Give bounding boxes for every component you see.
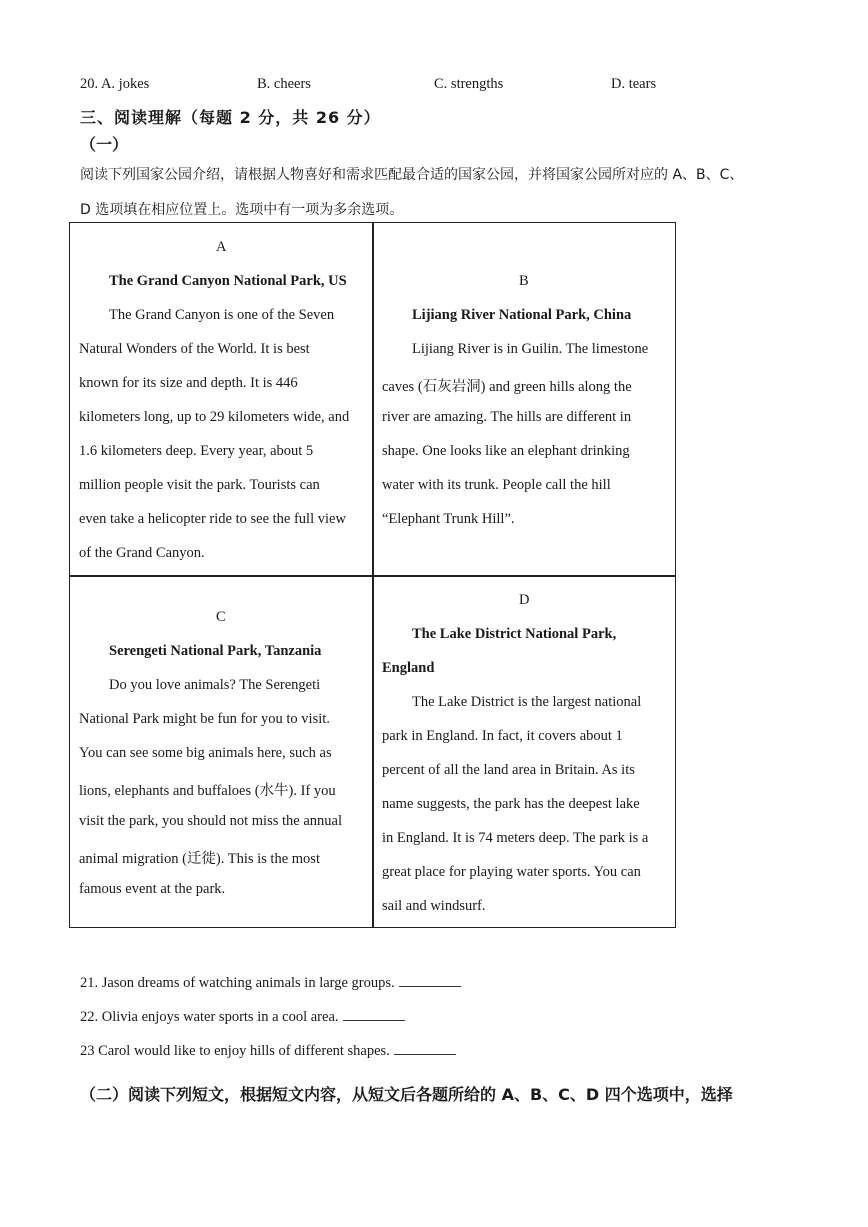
park-c-text: National Park might be fun for you to visit. bbox=[79, 711, 330, 727]
question-23-text: 23 Carol would like to enjoy hills of different shapes. bbox=[80, 1043, 390, 1059]
park-b-text: water with its trunk. People call the hill bbox=[382, 477, 611, 493]
park-c-text: visit the park, you should not miss the annual bbox=[79, 813, 342, 829]
park-b-text: Lijiang River is in Guilin. The limestone bbox=[412, 341, 649, 357]
park-a-text: kilometers long, up to 29 kilometers wide, and bbox=[79, 409, 350, 425]
park-b-text: “Elephant Trunk Hill”. bbox=[382, 511, 515, 527]
park-c-text: Do you love animals? The Serengeti bbox=[109, 677, 321, 693]
park-c-text: You can see some big animals here, such as bbox=[79, 745, 332, 761]
park-d-text: great place for playing water sports. You can bbox=[382, 864, 641, 880]
park-c-text: animal migration (迁徙). This is the most bbox=[79, 851, 320, 867]
question-22-text: 22. Olivia enjoys water sports in a cool area. bbox=[80, 1009, 339, 1025]
park-b-text: river are amazing. The hills are different in bbox=[382, 409, 632, 425]
park-c-letter: C bbox=[216, 609, 226, 625]
section-title: 三、阅读理解（每题 2 分，共 26 分） bbox=[80, 108, 381, 127]
park-c-text: famous event at the park. bbox=[79, 881, 226, 897]
park-d-letter: D bbox=[519, 592, 530, 608]
answer-blank-22[interactable] bbox=[343, 1008, 405, 1021]
park-d-text: sail and windsurf. bbox=[382, 898, 486, 914]
park-b-name: Lijiang River National Park, China bbox=[412, 307, 632, 323]
park-d-text: The Lake District is the largest national bbox=[412, 694, 642, 710]
q20-option-d: D. tears bbox=[611, 76, 657, 92]
instruction-line-2: D 选项填在相应位置上。选项中有一项为多余选项。 bbox=[80, 202, 404, 218]
park-b-text: caves (石灰岩洞) and green hills along the bbox=[382, 379, 632, 395]
part-two-instruction: （二）阅读下列短文，根据短文内容，从短文后各题所给的 A、B、C、D 四个选项中，选择 bbox=[80, 1085, 733, 1104]
table-divider-horizontal bbox=[69, 575, 676, 577]
q20-option-a: 20. A. jokes bbox=[80, 76, 150, 92]
park-a-text: Natural Wonders of the World. It is best bbox=[79, 341, 310, 357]
park-d-text: park in England. In fact, it covers about 1 bbox=[382, 728, 623, 744]
question-22 bbox=[80, 1008, 405, 1026]
park-b-letter: B bbox=[519, 273, 529, 289]
park-d-name: The Lake District National Park, bbox=[412, 626, 617, 642]
question-23 bbox=[80, 1042, 456, 1060]
park-d-text: in England. It is 74 meters deep. The park is a bbox=[382, 830, 649, 846]
q20-option-b: B. cheers bbox=[257, 76, 311, 92]
park-c-text: lions, elephants and buffaloes (水牛). If you bbox=[79, 783, 336, 799]
park-a-text: The Grand Canyon is one of the Seven bbox=[109, 307, 335, 323]
answer-blank-23[interactable] bbox=[394, 1042, 456, 1055]
instruction-line-1: 阅读下列国家公园介绍，请根据人物喜好和需求匹配最合适的国家公园，并将国家公园所对应的 A、B、C、 bbox=[80, 167, 744, 183]
answer-blank-21[interactable] bbox=[399, 974, 461, 987]
park-a-text: 1.6 kilometers deep. Every year, about 5 bbox=[79, 443, 314, 459]
park-c-name: Serengeti National Park, Tanzania bbox=[109, 643, 322, 659]
q20-option-c: C. strengths bbox=[434, 76, 504, 92]
park-b-text: shape. One looks like an elephant drinking bbox=[382, 443, 630, 459]
question-21 bbox=[80, 974, 461, 992]
question-21-text: 21. Jason dreams of watching animals in large groups. bbox=[80, 975, 395, 991]
park-a-text: million people visit the park. Tourists can bbox=[79, 477, 320, 493]
part-one-title: （一） bbox=[80, 135, 129, 154]
park-a-text: of the Grand Canyon. bbox=[79, 545, 205, 561]
park-a-letter: A bbox=[216, 239, 227, 255]
park-a-name: The Grand Canyon National Park, US bbox=[109, 273, 347, 289]
park-a-text: even take a helicopter ride to see the full view bbox=[79, 511, 346, 527]
park-a-text: known for its size and depth. It is 446 bbox=[79, 375, 298, 391]
park-d-text: name suggests, the park has the deepest lake bbox=[382, 796, 640, 812]
park-d-name-cont: England bbox=[382, 660, 435, 676]
park-d-text: percent of all the land area in Britain. As its bbox=[382, 762, 635, 778]
